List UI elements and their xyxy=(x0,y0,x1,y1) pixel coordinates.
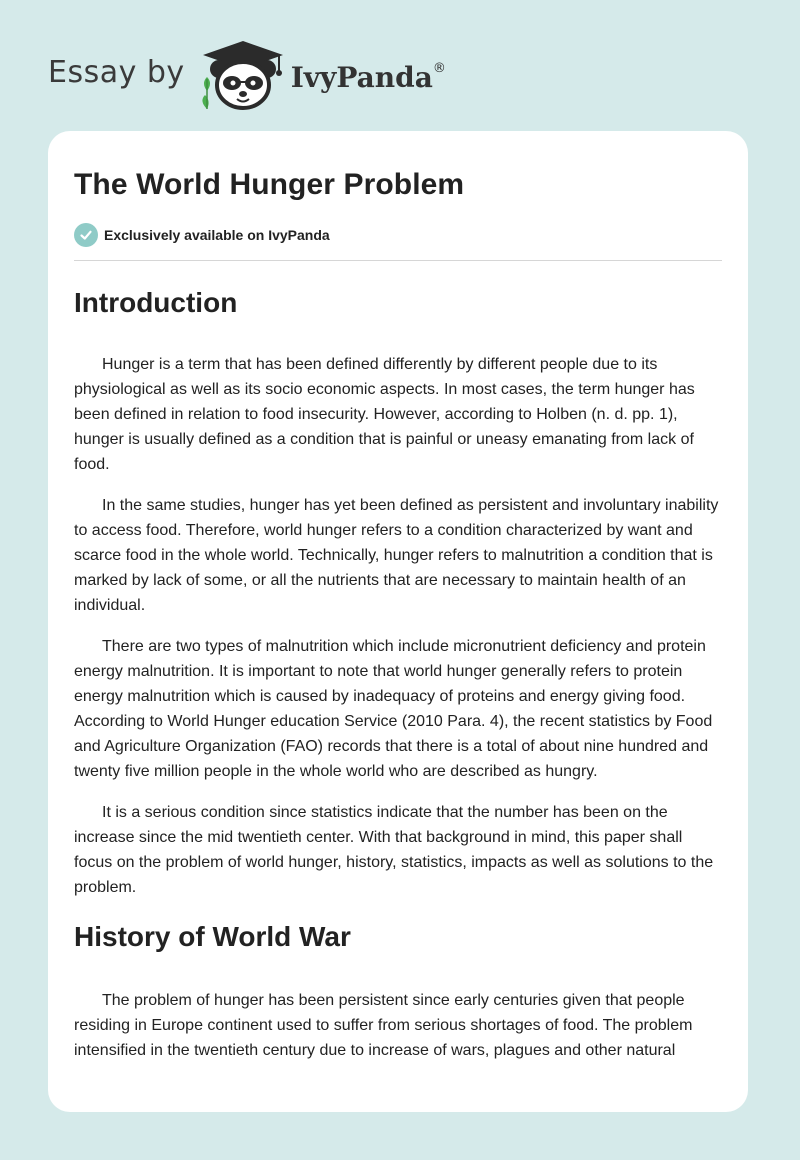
brand-name[interactable]: IvyPanda® xyxy=(290,60,446,94)
paragraph: It is a serious condition since statistics indicate that the number has been on the increase since the mid twentieth center. With that background in mind, this paper shall focus on the problem of world hunger, history, statistics, impacts as well as solutions to the problem. xyxy=(74,804,714,896)
page-title: The World Hunger Problem xyxy=(74,168,465,201)
exclusive-badge-label: Exclusively available on IvyPanda xyxy=(104,227,330,243)
paragraph: There are two types of malnutrition which include micronutrient deficiency and protein energy malnutrition. It is important to note that world hunger generally refers to protein energy malnutrition which is caused by inadequacy of proteins and energy giving food. According to World Hunger education Service (2010 Para. 4), the recent statistics by Food and Agriculture Organization (FAO) records that there is a total of about nine hundred and twenty five million people in the whole world who are described as hungry. xyxy=(74,638,713,780)
section-heading: History of World War xyxy=(74,921,351,952)
check-icon xyxy=(74,223,98,247)
paragraph: Hunger is a term that has been defined differently by different people due to its physiological as well as its socio economic aspects. In most cases, the term hunger has been defined in relation to food insecurity. However, according to Holben (n. d. pp. 1), hunger is usually defined as a condition that is painful or uneasy emanating from lack of food. xyxy=(74,356,695,473)
section-history xyxy=(74,920,722,1063)
essay-by-label: Essay by xyxy=(48,54,185,90)
essay-card xyxy=(48,131,748,1112)
exclusive-badge xyxy=(74,223,722,247)
section-heading: Introduction xyxy=(74,287,238,318)
panda-graduation-cap-icon[interactable] xyxy=(199,39,287,111)
paragraph: The problem of hunger has been persistent since early centuries given that people residing in Europe continent used to suffer from serious shortages of food. The problem intensified in the twentieth century due to increase of wars, plagues and other natural xyxy=(74,992,693,1059)
paragraph: In the same studies, hunger has yet been defined as persistent and involuntary inability to access food. Therefore, world hunger refers to a condition characterized by want and scarce food in the whole world. Technically, hunger refers to malnutrition a condition that is marked by lack of some, or all the nutrients that are necessary to maintain health of an individual. xyxy=(74,497,719,614)
registered-mark: ® xyxy=(432,61,446,77)
section-introduction xyxy=(74,286,722,900)
site-header xyxy=(48,36,548,116)
divider xyxy=(74,260,722,261)
